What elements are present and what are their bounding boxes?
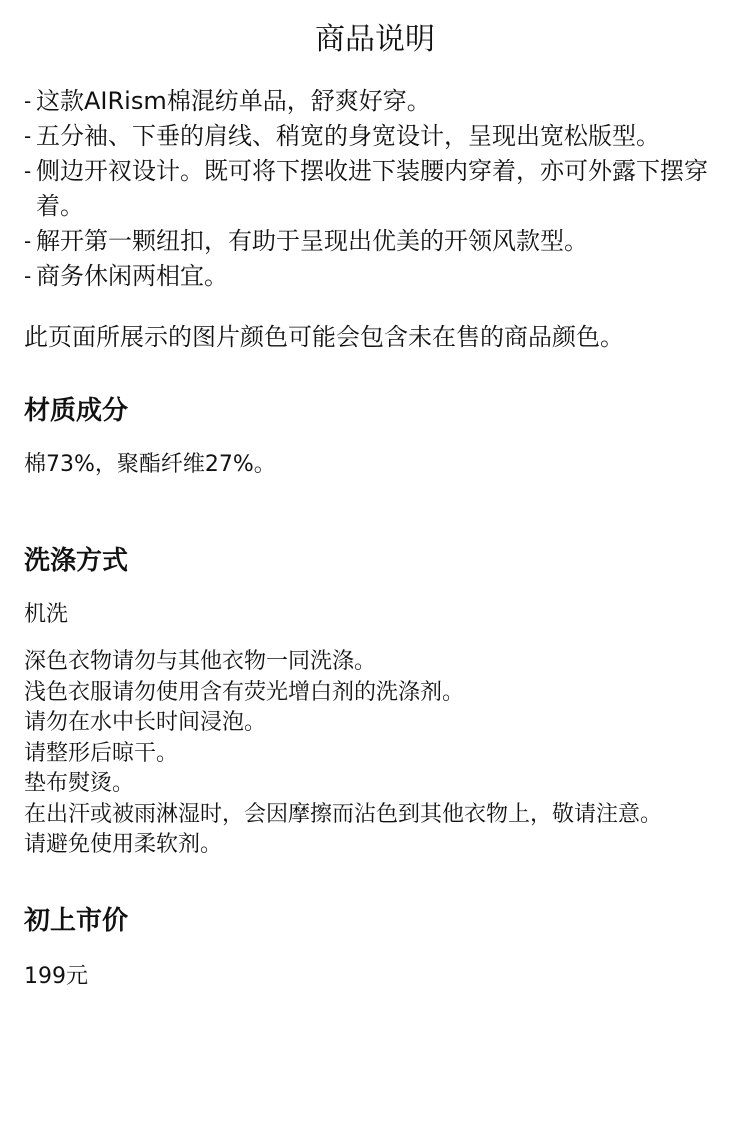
washing-heading: 洗涤方式 xyxy=(24,546,129,576)
description-item xyxy=(24,154,726,224)
description-item xyxy=(24,119,726,154)
material-heading: 材质成分 xyxy=(24,396,129,426)
description-list xyxy=(24,84,726,294)
washing-instruction: 请勿在水中长时间浸泡。 xyxy=(24,710,267,735)
washing-instruction: 请避免使用柔软剂。 xyxy=(24,832,223,857)
page-title: 商品说明 xyxy=(315,22,435,57)
washing-instruction: 浅色衣服请勿使用含有荧光增白剂的洗涤剂。 xyxy=(24,679,465,705)
color-disclaimer: 此页面所展示的图片颜色可能会包含未在售的商品颜色。 xyxy=(24,323,624,351)
description-item-text: 侧边开衩设计。既可将下摆收进下装腰内穿着，亦可外露下摆穿着。 xyxy=(36,157,708,220)
description-item xyxy=(24,224,726,259)
washing-instruction: 垫布熨烫。 xyxy=(24,771,135,796)
washing-instruction: 请整形后晾干。 xyxy=(24,740,179,766)
washing-instruction: 深色衣物请勿与其他衣物一同洗涤。 xyxy=(24,649,377,674)
washing-instruction: 在出汗或被雨淋湿时，会因摩擦而沾色到其他衣物上，敬请注意。 xyxy=(24,801,663,827)
bullet-dash: - xyxy=(24,264,32,288)
bullet-dash: - xyxy=(24,229,32,253)
description-item-text: 这款AIRism棉混纺单品，舒爽好穿。 xyxy=(36,87,431,115)
bullet-dash: - xyxy=(24,89,32,113)
washing-method: 机洗 xyxy=(24,602,69,627)
description-item xyxy=(24,259,726,294)
price-heading: 初上市价 xyxy=(24,905,129,936)
description-item xyxy=(24,84,726,119)
description-item-text: 商务休闲两相宜。 xyxy=(36,262,228,290)
price-text: 199元 xyxy=(24,963,88,989)
bullet-dash: - xyxy=(24,124,32,148)
bullet-dash: - xyxy=(24,159,32,183)
description-item-text: 解开第一颗纽扣，有助于呈现出优美的开领风款型。 xyxy=(36,227,588,255)
washing-instructions xyxy=(24,647,726,861)
description-item-text: 五分袖、下垂的肩线、稍宽的身宽设计，呈现出宽松版型。 xyxy=(36,122,660,150)
material-text: 棉73%，聚酯纤维27%。 xyxy=(24,452,276,477)
